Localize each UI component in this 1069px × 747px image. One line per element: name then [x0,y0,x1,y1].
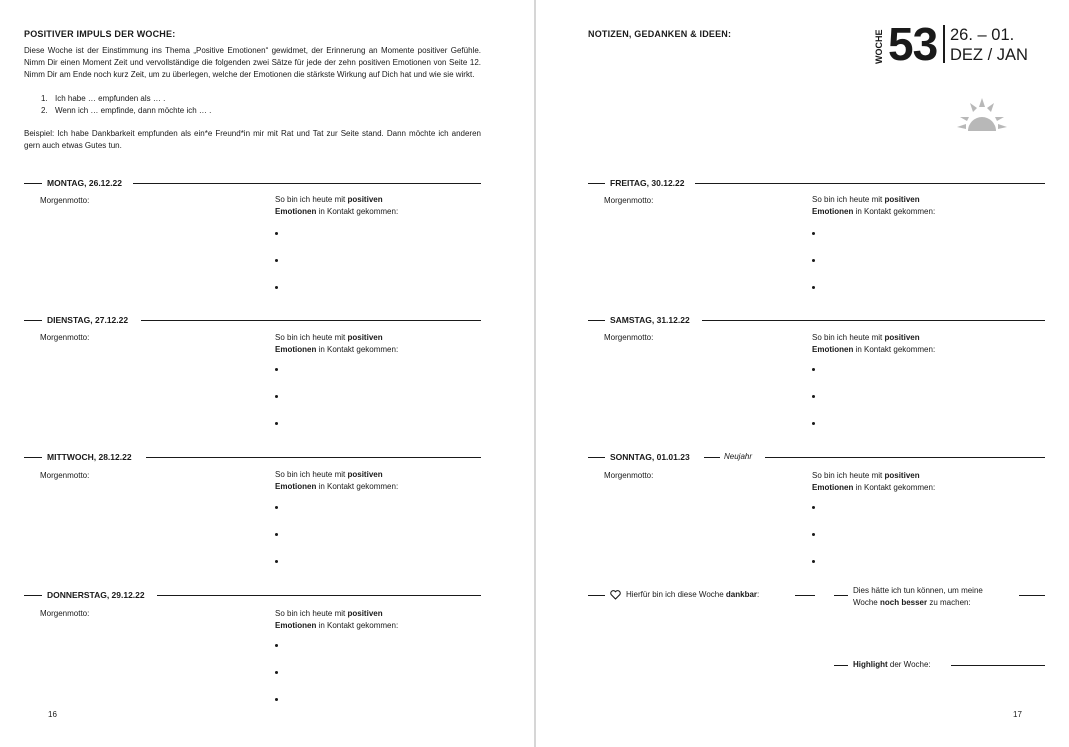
day-header [536,452,1069,462]
positive-emotions-prompt [275,469,445,493]
motto-label: Morgenmotto: [604,196,654,205]
day-label: SAMSTAG, 31.12.22 [610,315,690,325]
bullet-point [812,232,815,235]
gratitude-colon: : [757,590,760,599]
day-block-monday [0,178,534,308]
bullet-point [275,368,278,371]
bullet-point [812,286,815,289]
bullet-point [275,560,278,563]
impulse-step [24,105,481,117]
prompt-bold: Emotionen [275,482,317,491]
improvement-text: zu machen: [927,598,971,607]
highlight-label [853,660,931,670]
bullet-point [812,506,815,509]
gratitude-text: Hierfür bin ich diese Woche [626,590,726,599]
divider-line [24,595,42,596]
prompt-bold: positiven [347,195,383,204]
improvement-text: Woche [853,598,880,607]
divider-line [588,320,605,321]
prompt-bold: Emotionen [275,621,317,630]
page-number: 17 [1013,710,1022,719]
improvement-bold: noch besser [879,598,928,607]
bullet-point [275,259,278,262]
step-number: 1. [41,94,48,103]
prompt-bold: Emotionen [812,345,854,354]
divider-line [765,457,1045,458]
day-block-saturday [536,315,1069,445]
day-label: FREITAG, 30.12.22 [610,178,685,188]
day-header [0,452,534,462]
day-header [536,178,1069,188]
prompt-bold: positiven [347,609,383,618]
day-label: MONTAG, 26.12.22 [47,178,122,188]
bullet-point [275,698,278,701]
divider-line [24,457,42,458]
prompt-bold: positiven [347,333,383,342]
divider-line [133,183,481,184]
day-header [0,590,534,600]
divider-line [951,665,1045,666]
page-number: 16 [48,710,57,719]
step-text: Ich habe … empfunden als … . [55,94,166,103]
highlight-bold: Highlight [853,660,888,669]
divider-line [157,595,481,596]
positive-emotions-prompt [812,470,982,494]
motto-label: Morgenmotto: [604,333,654,342]
motto-label: Morgenmotto: [40,471,90,480]
day-header [536,315,1069,325]
motto-label: Morgenmotto: [604,471,654,480]
bullet-point [812,533,815,536]
positive-emotions-prompt [812,194,982,218]
prompt-bold: Emotionen [275,345,317,354]
bullet-point [812,422,815,425]
bullet-point [275,395,278,398]
day-header [0,315,534,325]
divider-line [141,320,481,321]
highlight-section [826,659,1056,671]
improvement-text: Dies hätte ich tun können, um meine [853,586,983,595]
prompt-text: So bin ich heute mit [275,195,348,204]
prompt-text: in Kontakt gekommen: [853,483,936,492]
prompt-text: So bin ich heute mit [812,471,885,480]
heart-icon [610,590,621,600]
bullet-point [275,644,278,647]
positive-emotions-prompt [812,332,982,356]
motto-label: Morgenmotto: [40,196,90,205]
day-header [0,178,534,188]
prompt-bold: positiven [884,195,920,204]
bullet-point [812,368,815,371]
impulse-step [24,93,481,105]
divider-line [795,595,815,596]
divider-line [588,183,605,184]
bullet-point [812,560,815,563]
divider-line [588,457,605,458]
impulse-example: Beispiel: Ich habe Dankbarkeit empfunden als ein*e Freund*in mir mit Rat und Tat zur Seite stand. Dann möchte ich anderen gern auch etwas Gutes tun. [24,129,481,150]
sun-icon [956,98,1008,132]
bullet-point [275,506,278,509]
improvement-section [826,585,1056,611]
prompt-text: in Kontakt gekommen: [853,207,936,216]
prompt-bold: Emotionen [812,207,854,216]
improvement-label [853,585,983,609]
divider-line [588,595,605,596]
day-label: DIENSTAG, 27.12.22 [47,315,129,325]
divider-line [24,183,42,184]
week-label: WOCHE [874,29,884,64]
prompt-text: So bin ich heute mit [275,333,348,342]
day-label: DONNERSTAG, 29.12.22 [47,590,145,600]
step-text: Wenn ich … empfinde, dann möchte ich … . [55,106,212,115]
divider-line [695,183,1045,184]
bullet-point [275,286,278,289]
day-block-sunday [536,452,1069,582]
impulse-steps [24,93,481,117]
bullet-point [275,422,278,425]
prompt-text: in Kontakt gekommen: [316,482,399,491]
prompt-text: So bin ich heute mit [275,470,348,479]
bullet-point [275,671,278,674]
week-divider [943,25,945,63]
prompt-text: So bin ich heute mit [812,333,885,342]
impulse-intro: Diese Woche ist der Einstimmung ins Thema „Positive Emotionen“ gewidmet, der Erinnerung an Momente positiver Gefühle. Nimm Dir einen Moment Zeit und vervollständige die folgenden zwei Sätze für jede der zehn positiven Emotionen von Seite 12. Nimm Dir am Ende noch kurz Zeit, um zu überlegen, welche der Emotionen die stärkste Wirkung auf Dich hat und wie sie wirkt. [24,46,481,79]
positive-emotions-prompt [275,194,445,218]
divider-line [834,665,848,666]
prompt-text: So bin ich heute mit [275,609,348,618]
week-number: 53 [888,18,938,70]
divider-line [146,457,481,458]
gratitude-section [536,589,826,603]
left-page [0,0,534,747]
divider-line [1019,595,1045,596]
date-range: 26. – 01. [950,26,1015,44]
positive-emotions-prompt [275,608,445,632]
gratitude-label [626,590,759,600]
prompt-bold: Emotionen [275,207,317,216]
holiday-label: Neujahr [724,452,753,461]
day-block-tuesday [0,315,534,445]
motto-label: Morgenmotto: [40,333,90,342]
step-number: 2. [41,106,48,115]
prompt-text: in Kontakt gekommen: [316,345,399,354]
prompt-text: in Kontakt gekommen: [316,207,399,216]
bullet-point [275,232,278,235]
day-label: MITTWOCH, 28.12.22 [47,452,132,462]
impulse-title: POSITIVER IMPULS DER WOCHE: [24,29,176,39]
prompt-bold: positiven [347,470,383,479]
prompt-text: in Kontakt gekommen: [316,621,399,630]
divider-line [702,320,1045,321]
motto-label: Morgenmotto: [40,609,90,618]
prompt-bold: positiven [884,333,920,342]
day-block-thursday [0,590,534,720]
positive-emotions-prompt [275,332,445,356]
bullet-point [275,533,278,536]
bullet-point [812,259,815,262]
right-page [536,0,1069,747]
notes-title: NOTIZEN, GEDANKEN & IDEEN: [588,29,732,39]
bullet-point [812,395,815,398]
day-block-friday [536,178,1069,308]
day-label: SONNTAG, 01.01.23 [610,452,690,462]
prompt-text: So bin ich heute mit [812,195,885,204]
day-block-wednesday [0,452,534,582]
divider-line [704,457,720,458]
date-months: DEZ / JAN [950,46,1028,64]
prompt-bold: positiven [884,471,920,480]
divider-line [24,320,42,321]
gratitude-bold: dankbar [725,590,758,599]
highlight-text: der Woche: [887,660,931,669]
prompt-bold: Emotionen [812,483,854,492]
divider-line [834,595,848,596]
prompt-text: in Kontakt gekommen: [853,345,936,354]
